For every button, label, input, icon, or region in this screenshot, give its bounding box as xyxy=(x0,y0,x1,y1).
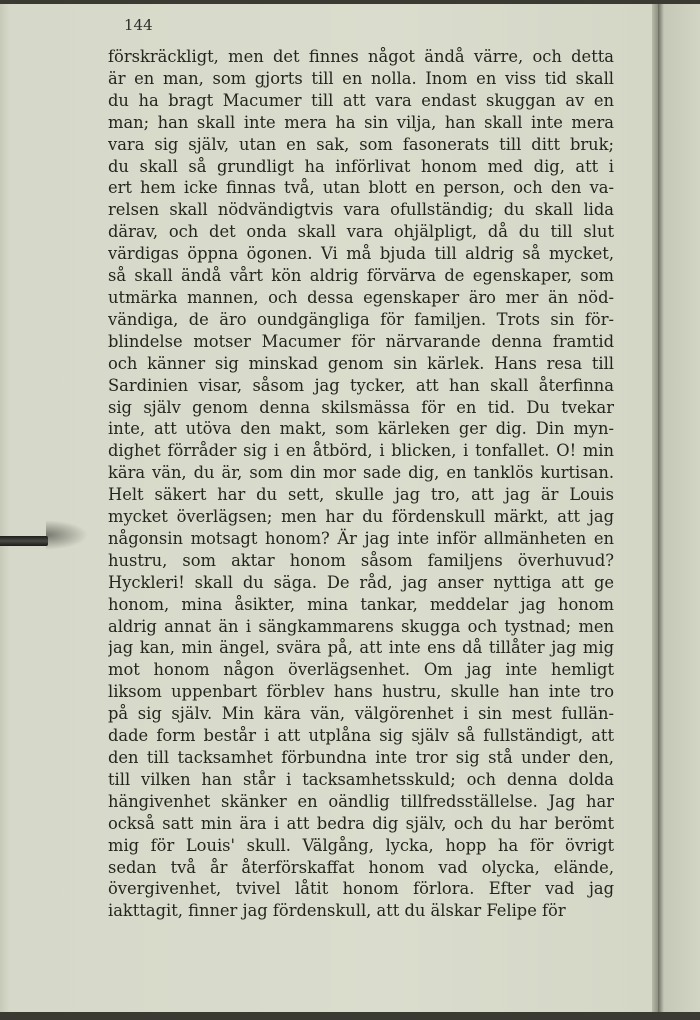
text-line: är en man, som gjorts till en nolla. Inom en viss tid skall xyxy=(108,68,614,88)
text-line: till vilken han står i tacksamhetsskuld; och denna dolda xyxy=(108,769,614,789)
scan-bottom-border xyxy=(0,1012,700,1020)
text-line: mycket överlägsen; men har du fördenskull märkt, att jag xyxy=(108,507,614,527)
text-line: Helt säkert har du sett, skulle jag tro, att jag är Louis xyxy=(108,485,614,505)
text-line: sig själv genom denna skilsmässa för en tid. Du tvekar xyxy=(108,397,614,417)
text-line: du skall så grundligt ha införlivat honom med dig, att i xyxy=(108,156,614,176)
text-line: dighet förråder sig i en åtbörd, i blicken, i tonfallet. O! min xyxy=(108,441,614,461)
text-line: hustru, som aktar honom såsom familjens överhuvud? xyxy=(108,550,614,570)
text-line: vara sig själv, utan en sak, som fasonerats till ditt bruk; xyxy=(108,134,614,154)
scan-top-border xyxy=(0,0,700,4)
text-line: liksom uppenbart förblev hans hustru, skulle han inte tro xyxy=(108,682,614,702)
text-line: den till tacksamhet förbundna inte tror sig stå under den, xyxy=(108,748,614,767)
text-line: man; han skall inte mera ha sin vilja, han skall inte mera xyxy=(108,112,614,132)
text-line: därav, och det onda skall vara ohjälpligt, då du till slut xyxy=(108,222,614,242)
text-line: så skall ändå vårt kön aldrig förvärva de egenskaper, som xyxy=(108,266,614,286)
text-line: iakttagit, finner jag fördenskull, att du älskar Felipe för xyxy=(108,901,566,921)
text-line: också satt min ära i att bedra dig själv, och du har berömt xyxy=(108,813,614,833)
text-line: dade form består i att utplåna sig själv så fullständigt, att xyxy=(108,726,614,746)
page-number: 144 xyxy=(124,16,153,34)
text-line: hängivenhet skänker en oändlig tillfredsställelse. Jag har xyxy=(108,791,614,811)
adjacent-page-edge xyxy=(658,0,700,1020)
text-line: sedan två år återförskaffat honom vad olycka, elände, xyxy=(108,857,614,877)
text-line: värdigas öppna ögonen. Vi må bjuda till aldrig så mycket, xyxy=(108,244,614,264)
text-line: på sig själv. Min kära vän, välgörenhet i sin mest fullän- xyxy=(108,704,614,724)
text-line: Sardinien visar, såsom jag tycker, att han skall återfinna xyxy=(108,375,614,395)
text-line: mig för Louis' skull. Välgång, lycka, hopp ha för övrigt xyxy=(108,835,614,855)
text-line: inte, att utöva den makt, som kärleken ger dig. Din myn- xyxy=(108,419,614,439)
text-line: förskräckligt, men det finnes något ändå värre, och detta xyxy=(108,47,614,66)
body-text xyxy=(108,46,614,922)
text-line: relsen skall nödvändigtvis vara ofullständig; du skall lida xyxy=(108,200,614,220)
text-line: jag kan, min ängel, svära på, att inte ens då tillåter jag mig xyxy=(108,638,614,658)
text-line: aldrig annat än i sängkammarens skugga och tystnad; men xyxy=(108,616,614,636)
text-line: ert hem icke finnas två, utan blott en person, och den va- xyxy=(108,178,614,198)
text-line: Hyckleri! skall du säga. De råd, jag anser nyttiga att ge xyxy=(108,572,614,592)
text-line: utmärka mannen, och dessa egenskaper äro mer än nöd- xyxy=(108,287,614,307)
text-line: övergivenhet, tvivel låtit honom förlora. Efter vad jag xyxy=(108,879,614,899)
text-line: blindelse motser Macumer för närvarande denna framtid xyxy=(108,331,614,351)
text-line: någonsin motsagt honom? Är jag inte inför allmänheten en xyxy=(108,528,614,548)
text-line: kära vän, du är, som din mor sade dig, en tanklös kurtisan. xyxy=(108,463,614,483)
text-line: och känner sig minskad genom sin kärlek. Hans resa till xyxy=(108,353,614,373)
text-line: honom, mina åsikter, mina tankar, meddelar jag honom xyxy=(108,594,614,614)
bookmark-shadow xyxy=(46,520,88,550)
text-line: vändiga, de äro oundgängliga för familjen. Trots sin för- xyxy=(108,309,614,329)
text-line: mot honom någon överlägsenhet. Om jag inte hemligt xyxy=(108,660,614,680)
bookmark-ribbon xyxy=(0,536,48,546)
text-line: du ha bragt Macumer till att vara endast skuggan av en xyxy=(108,90,614,110)
